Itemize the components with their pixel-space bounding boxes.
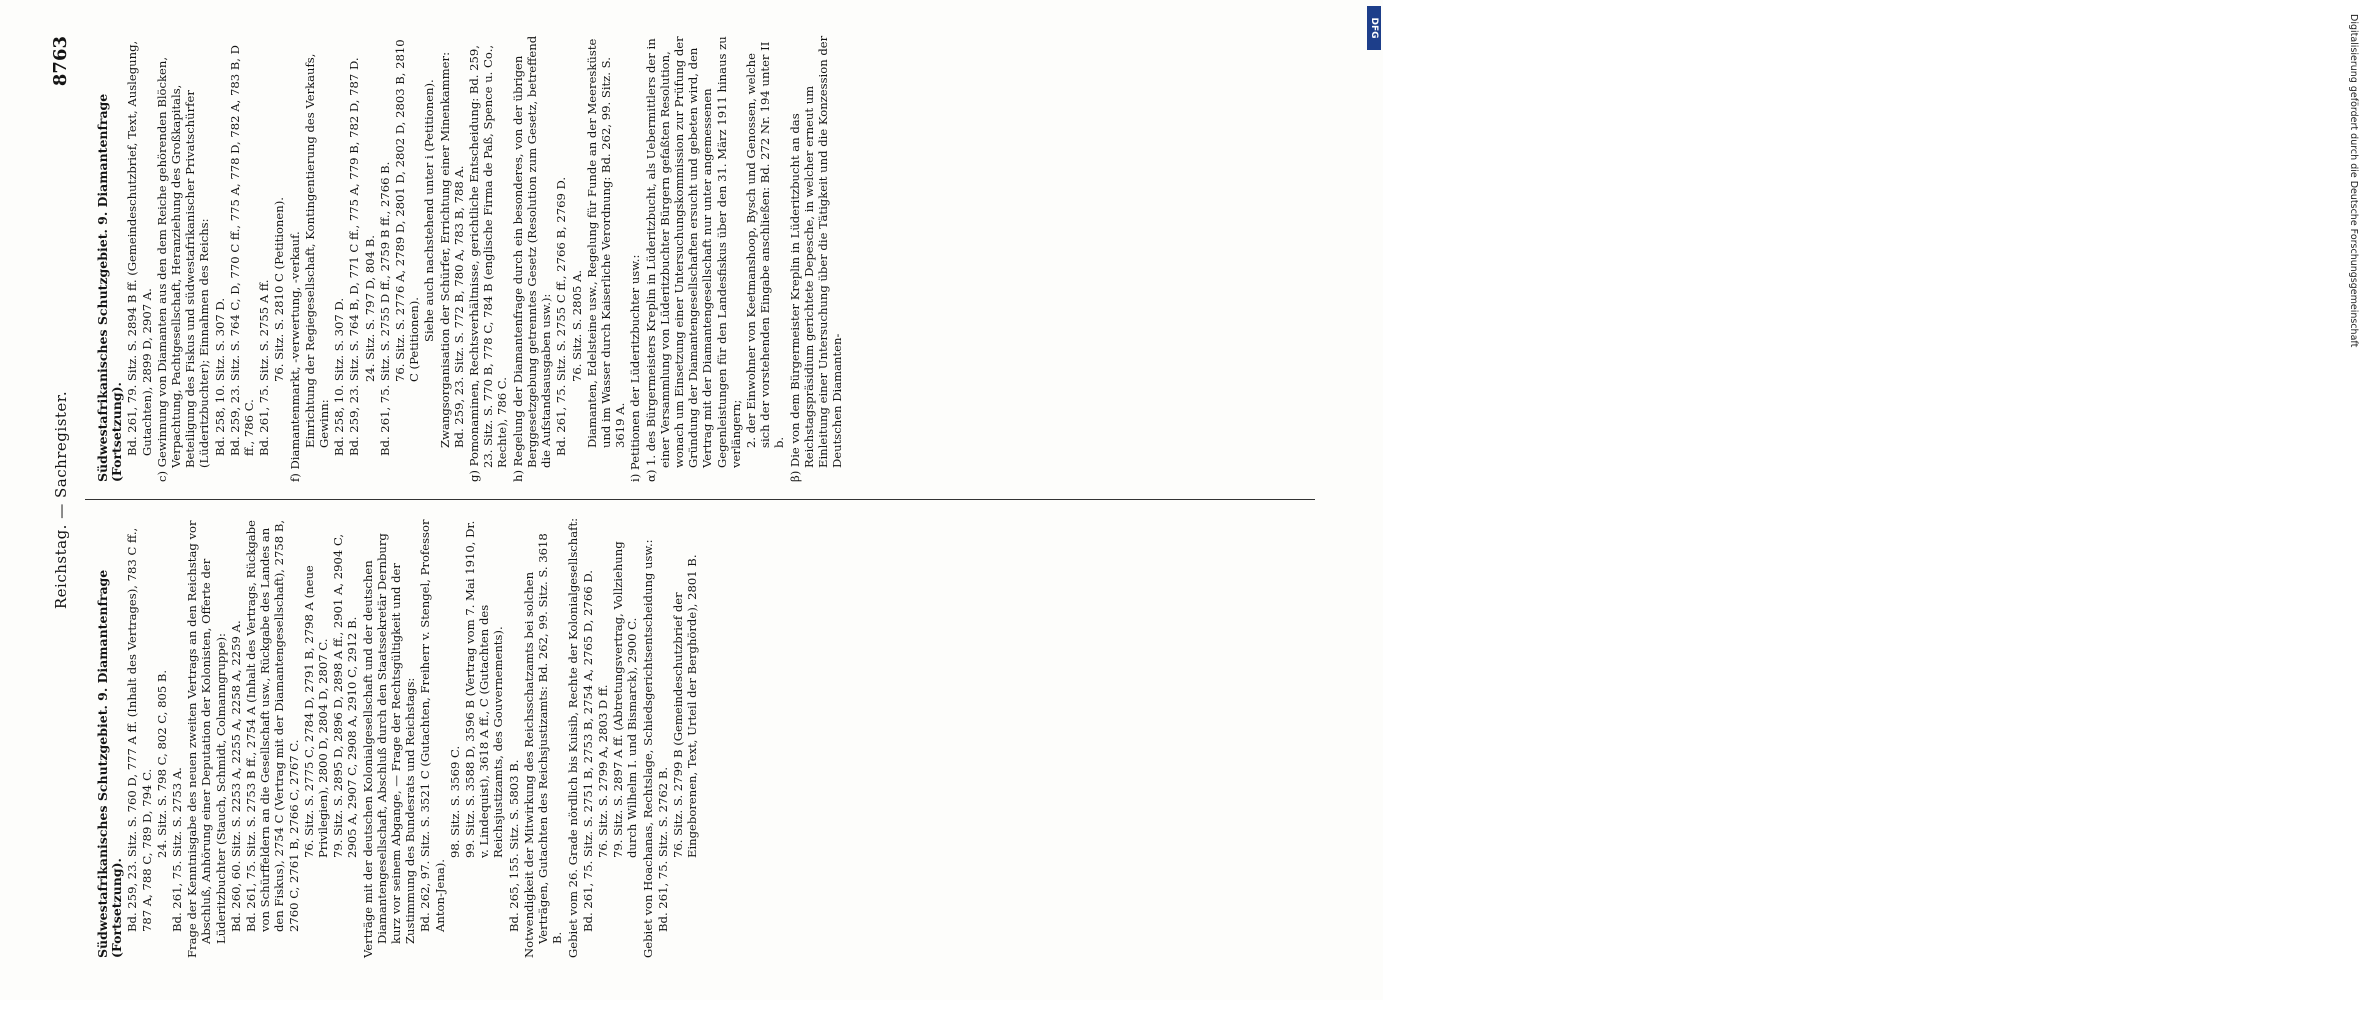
running-title: Reichstag. — Sachregister. [52,390,70,610]
register-entry: Bd. 261, 75. Sitz. S. 2753 A. [170,767,185,932]
register-entry: Bd. 261, 75. Sitz. S. 2751 B, 2753 B, 2754 A, 2765 D, 2766 D. [580,570,595,932]
register-entry: 76. Sitz. S. 2810 C (Petitionen). [272,197,287,382]
register-entry: Diamanten, Edelsteine usw., Regelung für Funde an der Meeresküste und im Wasser durch Kaiserliche Verordnung: Bd. 262, 99. Sitz. S. 3619 A. [584,38,628,448]
register-entry: Frage der Kenntnisgabe des neuen zweiten Vertrags an den Reichstag vor Abschluß, Anhörung einer Deputation der Kolonisten, Offerte der Lüderitzbuchter (Stauch, Schmidt, Colmanngruppe): [185,520,228,958]
register-entry: Bd. 259, 23. Sitz. S. 760 D, 777 A ff. (Inhalt des Vertrages), 783 C ff., 787 A, 788 C, 789 D, 794 C. [125,527,154,932]
register-entry: 79. Sitz. S. 2897 A ff. (Abtretungsvertrag, Vollziehung durch Wilhelm I. und Bismarck), 2900 C. [611,541,640,858]
register-entry: 24. Sitz. S. 798 C, 802 C, 805 B. [154,669,169,858]
register-entry: 76. Sitz. S. 2775 C, 2784 D, 2791 B, 2798 A (neue Privilegien), 2800 D, 2804 D, 2807 C. [301,565,331,858]
column-heading: Südwestafrikanisches Schutzgebiet. 9. Diamantenfrage (Fortsetzung). [95,93,125,482]
register-entry: 98. Sitz. S. 3569 C. [447,745,462,858]
register-entry: g) Pomonaminen, Rechtsverhältnisse, gerichtliche Entscheidung: Bd. 259, 23. Sitz. S. 770 B, 778 C, 784 B (englische Firma de Paß, Spence u. Co., Rechte), 786 C. [467,44,510,482]
register-entry: Zwangsorganisation der Schürfer, Errichtung einer Minenkammer: Bd. 259, 23. Sitz. S. 772 B, 780 A, 783 B, 788 A. [437,52,466,448]
digitization-sidebar [1363,0,2359,1000]
register-entry: Bd. 261, 79. Sitz. S. 2894 B ff. (Gemeindeschutzbrief, Text, Auslegung, Gutachten), 2899 D, 2907 A. [125,40,154,456]
dfg-logo-text: DFG [1369,17,1379,39]
register-entry: Bd. 259, 23. Sitz. S. 764 B, D, 771 C ff., 775 A, 779 B, 782 D, 787 D. [347,57,362,456]
register-entry: Bd. 261, 75. Sitz. S. 2753 B ff., 2754 A (Inhalt des Vertrags, Rückgabe von Schürffeldern an die Gesellschaft usw., Rückgabe des Landes an den Fiskus), 2754 C (Vertrag mit der Diamantengesellschaft), 2758 B, 2760 C, 2761 B, 2766 C, 2767 C. [244,519,301,932]
page-number: 8763 [50,36,71,87]
register-entry: f) Diamantenmarkt, -verwertung, -verkauf. [287,231,302,482]
left-column [96,518,700,958]
register-entry: 76. Sitz. S. 2805 A. [569,269,584,382]
register-entry: 76. Sitz. S. 2799 B (Gemeindeschutzbrief der Eingeborenen, Text, Urteil der Berghörde), 2801 B. [670,554,700,858]
register-entry: α) 1. des Bürgermeisters Kreplin in Lüderitzbucht, als Uebermittlers der in einer Versammlung von Lüderitzbuchter Bürgern gefaßten Resolution, wonach um Einsetzung einer Untersuchungskommission zur Prüfung der Gründung der Diamantengesellschaften ersucht und gebeten wird, den Vertrag mit der Diamantengesellschaft nur unter angemessenen Gegenleistungen für den Landesfiskus über den 31. März 1911 hinaus zu verlängern; [643,36,743,482]
register-entry: i) Petitionen der Lüderitzbuchter usw.: [628,254,643,482]
register-entry: Bd. 259, 23. Sitz. S. 764 C, D, 770 C ff., 775 A, 778 D, 782 A, 783 B, D ff., 786 C. [227,45,257,456]
column-divider [85,499,1315,500]
right-column [96,32,845,482]
register-entry: Bd. 261, 75. Sitz. S. 2755 A ff. [257,279,272,456]
register-entry: Bd. 258, 10. Sitz. S. 307 D. [212,297,227,456]
register-entry: 76. Sitz. S. 2776 A, 2789 D, 2801 D, 2802 D, 2803 B, 2810 C (Petitionen). [393,39,422,382]
register-entry: Bd. 262, 97. Sitz. S. 3521 C (Gutachten, Freiherr v. Stengel, Professor Anton-Jena). [418,519,447,932]
register-entry: 24. Sitz. S. 797 D, 804 B. [362,235,377,382]
register-entry: 79. Sitz. S. 2895 D, 2896 D, 2898 A ff., 2901 A, 2904 C, 2905 A, 2907 C, 2908 A, 2910 C, 2912 B. [331,533,360,858]
page-header [52,0,78,1000]
column-heading: Südwestafrikanisches Schutzgebiet. 9. Diamantenfrage (Fortsetzung). [95,569,125,958]
register-entry: Bd. 265, 155. Sitz. S. 5803 B. [506,759,521,932]
register-entry: Bd. 258, 10. Sitz. S. 307 D. [332,297,347,456]
register-entry: h) Regelung der Diamantenfrage durch ein besonderes, von der übrigen Berggesetzgebung getrenntes Gesetz (Resolution zum Gesetz, betreffend die Aufstandsausgaben usw.): [510,35,554,482]
register-entry: β) Die von dem Bürgermeister Kreplin in Lüderitzbucht an das Reichstagspräsidium gerichtete Depesche, in welcher erneut um Einleitung einer Untersuchung über die Tätigkeit und die Konzession der Deutschen Diamanten- [787,35,845,482]
dfg-logo [1367,6,1381,50]
register-entry: c) Gewinnung von Diamanten aus den dem Reiche gehörenden Blöcken, Verpachtung, Pachtgesellschaft, Heranziehung des Großkapitals, Beteiligung des Fiskus und südwestafrikanischer Privatschürfer (Lüderitzbuchter); Einnahmen des Reichs: [154,56,212,482]
register-entry: 2. der Einwohner von Keetmanshoop, Bysch und Genossen, welche sich der vorstehenden Eingabe anschließen: Bd. 272 Nr. 194 unter II b. [743,41,787,448]
register-entry: Siehe auch nachstehend unter i (Petitionen). [422,79,437,342]
register-entry: Einrichtung der Regiegesellschaft, Kontingentierung des Verkaufs, Gewinn: [302,53,332,448]
register-entry: Bd. 261, 75. Sitz. S. 2762 B. [655,766,670,932]
digitization-note: Digitalisierung gefördert durch die Deutsche Forschungsgemeinschaft [2348,14,2359,348]
register-entry: Gebiet von Hoachanas, Rechtslage, Schiedsgerichtsentscheidung usw.: [640,539,655,958]
register-entry: Bd. 260, 60. Sitz. S. 2253 A, 2255 A, 2258 A, 2259 A. [228,620,243,932]
register-entry: Gebiet vom 26. Grade nördlich bis Kuisib, Rechte der Kolonialgesellschaft: [565,517,580,958]
register-entry: 76. Sitz. S. 2799 A, 2803 D ff. [595,684,610,858]
register-entry: Notwendigkeit der Mitwirkung des Reichsschatzamts bei solchen Verträgen, Gutachten des Reichsjustizamts: Bd. 262, 99. Sitz. S. 3618 B. [521,533,565,958]
register-entry: Bd. 261, 75. Sitz. S. 2755 C ff., 2766 B, 2769 D. [554,176,569,456]
register-entry: Verträge mit der deutschen Kolonialgesellschaft und der deutschen Diamantengesellschaft, Abschluß durch den Staatssekretär Dernburg kurz vor seinem Abgange, — Frage der Rechtsgültigkeit und der Zustimmung des Bundesrats und Reichstags: [360,533,418,958]
register-entry: Bd. 261, 75. Sitz. S. 2755 D ff., 2759 B ff., 2766 B. [377,161,392,456]
register-entry: 99. Sitz. S. 3588 D, 3596 B (Vertrag vom 7. Mai 1910, Dr. v. Lindequist), 3618 A ff., C (Gutachten des Reichsjustizamts, des Gouvernements). [463,520,506,858]
